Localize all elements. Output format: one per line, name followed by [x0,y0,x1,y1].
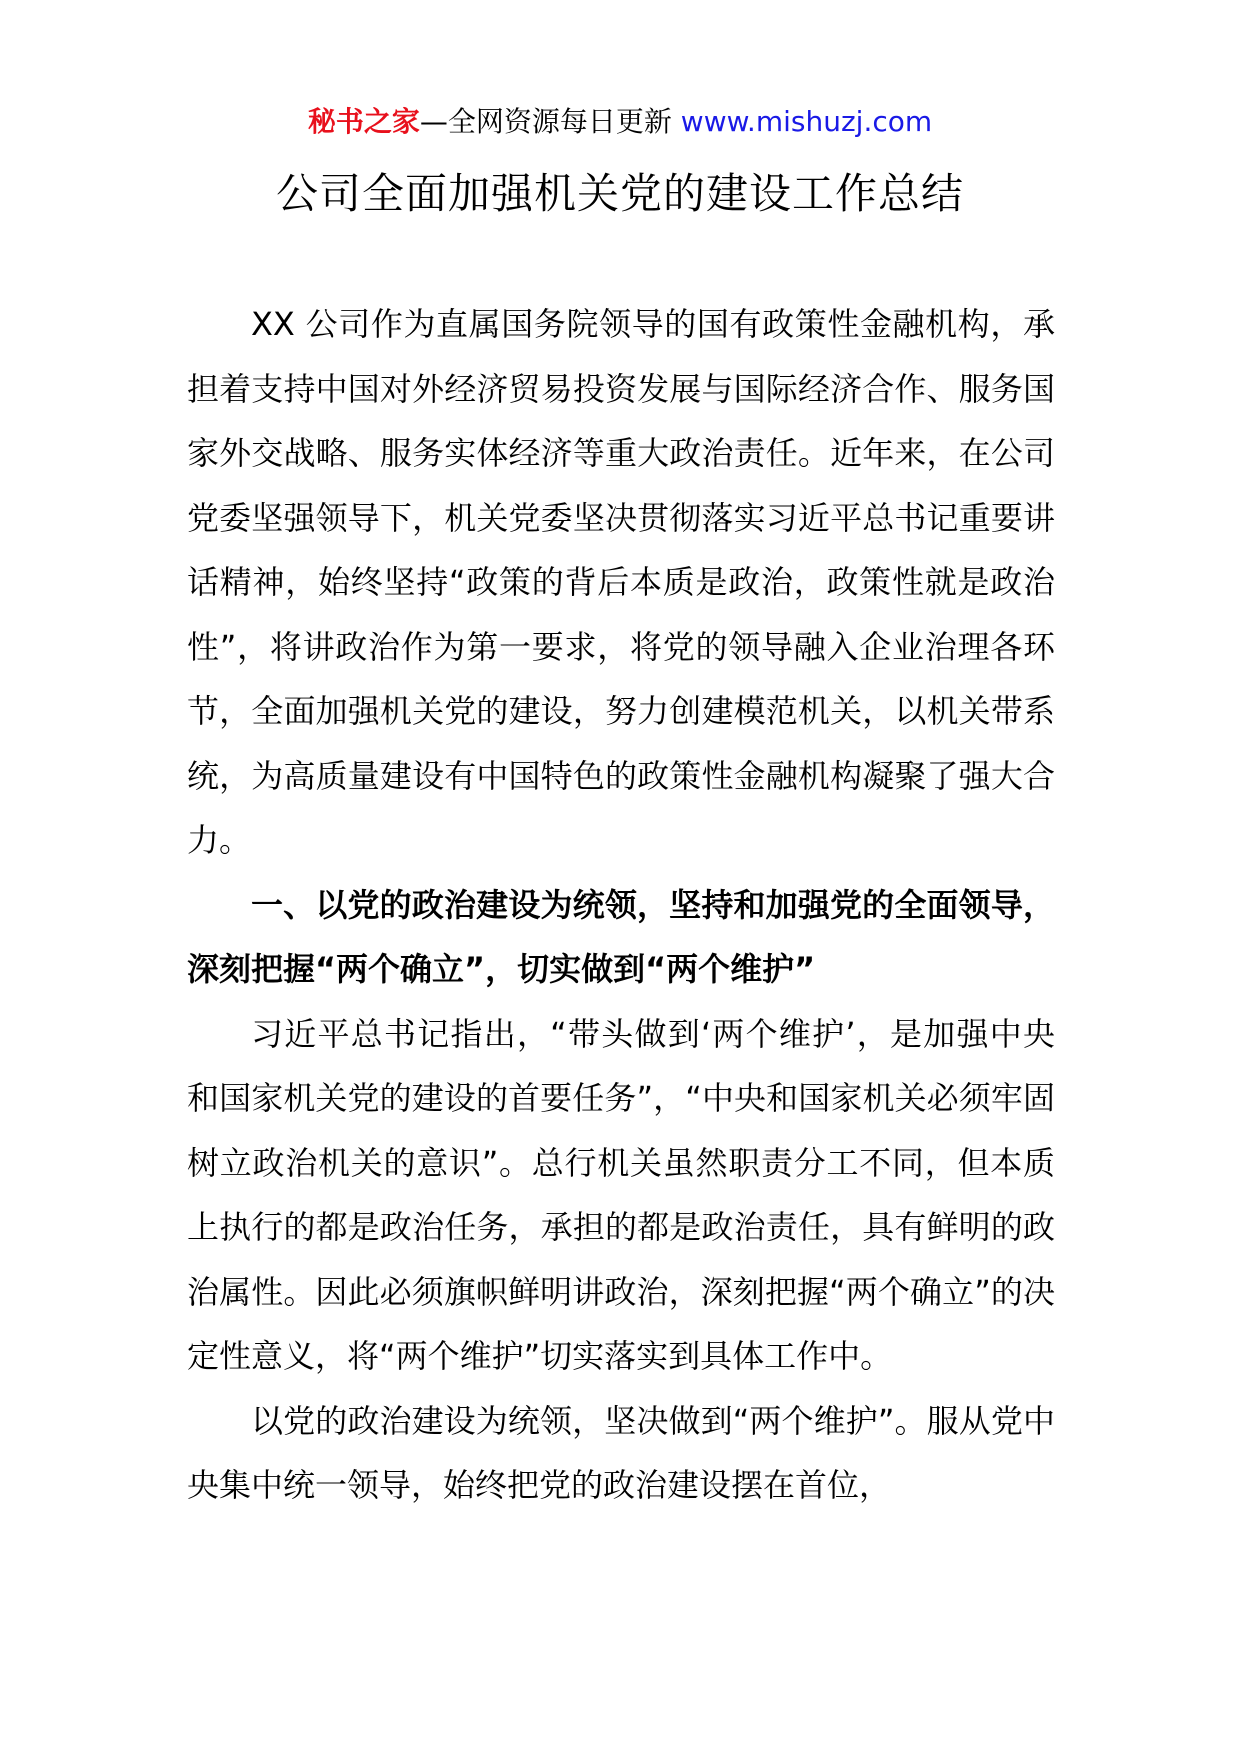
site-url-link[interactable]: www.mishuzj.com [680,105,933,138]
section-heading-1: 一、以党的政治建设为统领，坚持和加强党的全面领导，深刻把握“两个确立”，切实做到“两个维护” [187,885,1055,988]
document-body [187,292,1055,1518]
intro-paragraph: XX 公司作为直属国务院领导的国有政策性金融机构，承担着支持中国对外经济贸易投资发展与国际经济合作、服务国家外交战略、服务实体经济等重大政治责任。近年来，在公司党委坚强领导下，机关党委坚决贯彻落实习近平总书记重要讲话精神，始终坚持“政策的背后本质是政治，政策性就是政治性”，将讲政治作为第一要求，将党的领导融入企业治理各环节，全面加强机关党的建设，努力创建模范机关，以机关带系统，为高质量建设有中国特色的政策性金融机构凝聚了强大合力。 [187,305,1055,859]
body-paragraph: 以党的政治建设为统领，坚决做到“两个维护”。服从党中央集中统一领导，始终把党的政治建设摆在首位， [187,1401,1055,1504]
banner-tagline: —全网资源每日更新 [419,105,672,138]
body-paragraph: 习近平总书记指出，“带头做到‘两个维护’，是加强中央和国家机关党的建设的首要任务”，“中央和国家机关必须牢固树立政治机关的意识”。总行机关虽然职责分工不同，但本质上执行的都是政治任务，承担的都是政治责任，具有鲜明的政治属性。因此必须旗帜鲜明讲政治，深刻把握“两个确立”的决定性意义，将“两个维护”切实落实到具体工作中。 [187,1014,1055,1375]
document-title: 公司全面加强机关党的建设工作总结 [275,169,964,218]
site-banner [0,102,1240,142]
brand-name: 秘书之家 [307,105,420,138]
